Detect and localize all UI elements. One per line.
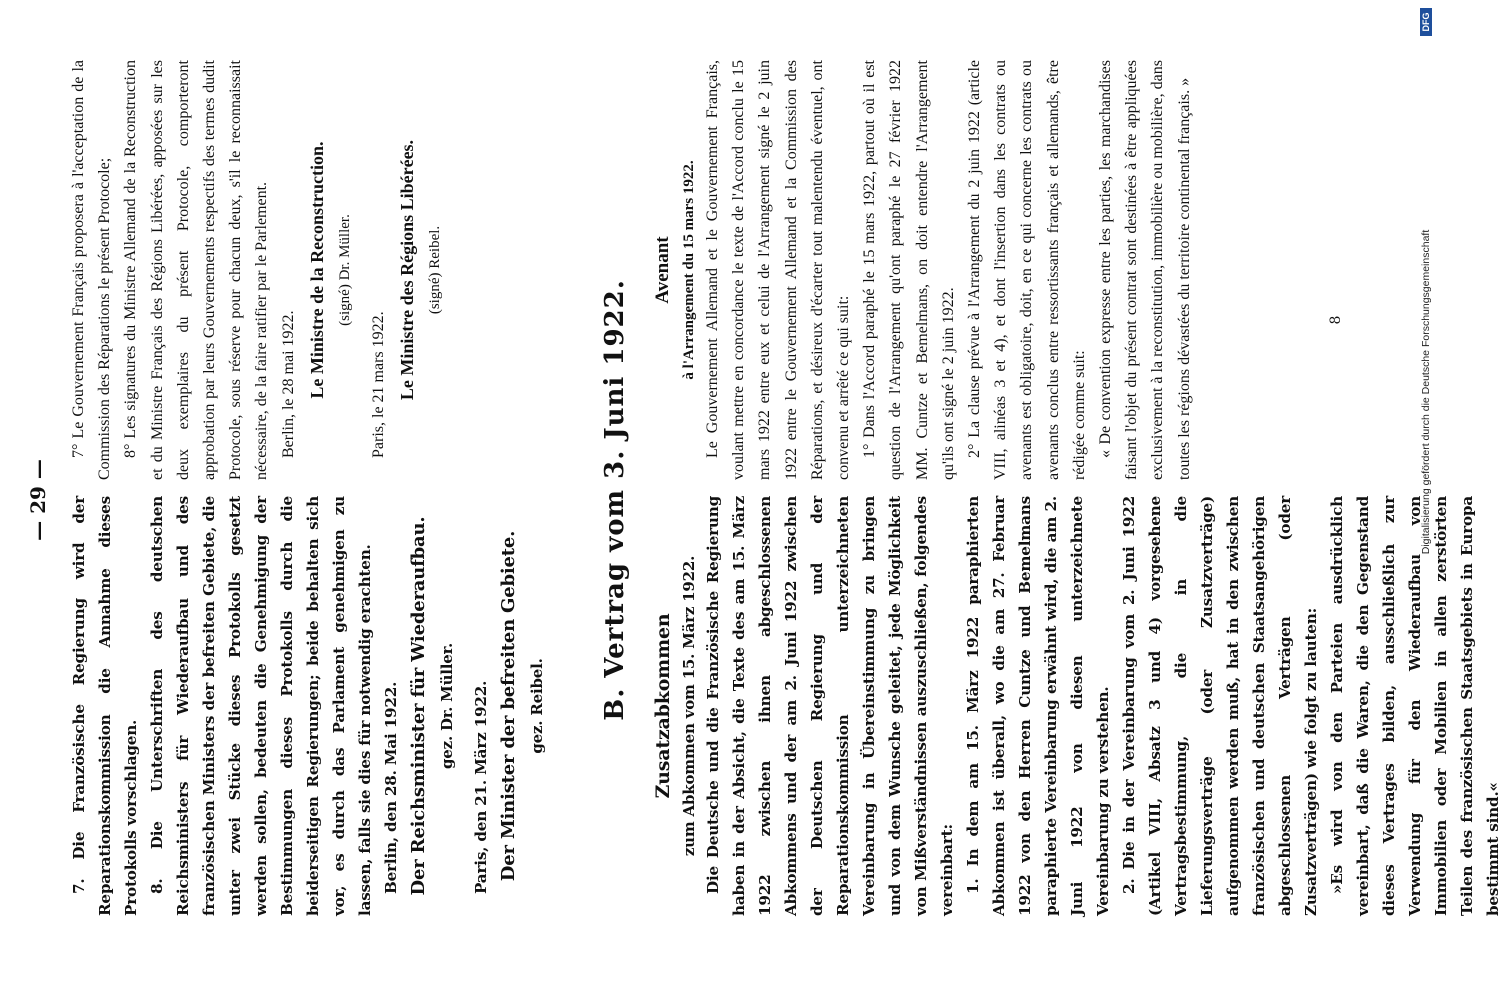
german-supplement-quote: »Es wird von den Parteien ausdrücklich vereinbart, daß die Waren, die den Gegenstand dieses Vertrages bilden, ausschließlich zur Verwendung für den Wiederaufbau von Immobilien oder Mobilien in allen zerstörten Teilen des französischen Staatsgebiets in Europa bestimmt sind.« (1328, 496, 1502, 916)
french-minister-2: Le Ministre des Régions Libérées. (397, 139, 418, 401)
french-signature-2: (signé) Reibel. (427, 225, 444, 315)
german-minister-2: Der Minister der befreiten Gebiete. (498, 530, 519, 882)
german-column-bottom (648, 496, 1506, 916)
dfg-logo-badge (1420, 8, 1432, 36)
german-signature-1: gez. Dr. Müller. (438, 643, 456, 769)
french-avenant-intro: Le Gouvernement Allemand et le Gouvernement Français, voulant mettre en concordance le texte de l'Accord conclu le 15 mars 1922 entre eux et celui de l'Arrangement signé le 2 juin 1922 entre le Gouvernement Allemand et la Commission des Réparations, et désireux d'écarter tout malentendu éventuel, ont convenu et arrêté ce qui suit: (704, 60, 853, 480)
german-supplement-title: Zusatzabkommen (652, 613, 674, 799)
german-supplement-article-2: 2. Die in der Vereinbarung vom 2. Juni 1922 (Artikel VIII, Absatz 3 und 4) vorgesehene Vertragsbestimmung, die in die Lieferungsverträge (oder Zusatzverträge) aufgenommen werden muß, hat in den zwischen französischen und deutschen Staatsangehörigen abgeschlossenen Verträgen (oder Zusatzverträgen) wie folgt zu lauten: (1120, 496, 1320, 916)
dfg-logo-text: DFG (1421, 12, 1431, 32)
german-place-date-1: Berlin, den 28. Mai 1922. (382, 681, 400, 894)
page-header: — 29 — (26, 459, 50, 541)
german-signature-2: gez. Reibel. (528, 658, 546, 754)
digitization-credit-strip (1418, 0, 1434, 1000)
french-place-date-1: Berlin, le 28 mai 1922. (279, 310, 297, 458)
french-avenant-subtitle: à l'Arrangement du 15 mars 1922. (681, 160, 697, 380)
german-supplement-intro: Die Deutsche und die Französische Regierung haben in der Absicht, die Texte des am 15. März 1922 zwischen ihnen abgeschlossenen Abkommens und der am 2. Juni 1922 zwischen der Deutschen Regierung und der Reparationskommission unterzeichneten Vereinbarung in Übereinstimmung zu bringen und von dem Wunsche geleitet, jede Möglichkeit von Mißverständnissen auszuschließen, folgendes vereinbart: (704, 496, 956, 916)
german-article-7: 7. Die Französische Regierung wird der Reparationskommission die Annahme dieses Protokolls vorschlagen. (70, 496, 140, 916)
german-place-date-2: Paris, den 21. März 1922. (472, 680, 490, 894)
french-place-date-2: Paris, le 21 mars 1922. (370, 311, 388, 458)
french-avenant-quote: « De convention expresse entre les parties, les marchandises faisant l'objet du présent contrat sont destinées à être appliquées exclusivement à la reconstitution, immobilière ou mobilière, dans toutes les régions dévastées du territoire continental français. » (1097, 60, 1193, 480)
french-column-top (66, 60, 448, 480)
digitization-credit-text: Digitalisierung gefördert durch die Deutsche Forschungsgemeinschaft (1420, 229, 1432, 555)
french-minister-1: Le Ministre de la Reconstruction. (306, 141, 327, 399)
german-supplement-subtitle: zum Abkommen vom 15. März 1922. (680, 555, 698, 857)
section-title: B. Vertrag vom 3. Juni 1922. (600, 279, 630, 721)
french-signature-1: (signé) Dr. Müller. (336, 214, 353, 326)
german-column-top (66, 496, 550, 916)
german-article-8: 8. Die Unterschriften des deutschen Reichsministers für Wiederaufbau und des französischen Ministers der befreiten Gebiete, die unter zwei Stücke dieses Protokolls gesetzt werden sollen, bedeuten die Genehmigung der Bestimmungen dieses Protokolls durch die beiderseitigen Regierungen; beide behalten sich vor, es durch das Parlament genehmigen zu lassen, falls sie dies für notwendig erachten. (148, 496, 374, 916)
french-column-bottom (648, 60, 1198, 480)
french-article-8: 8° Les signatures du Ministre Allemand de la Reconstruction et du Ministre Français des Régions Libérées, apposées sur les deux exemplaires du présent Protocole, comporteront approbation par leurs Gouvernements respectifs des termes dudit Protocole, sous réserve pour chacun deux, s'il le reconnaissait nécessaire, de la faire ratifier par le Parlement. (122, 60, 271, 480)
french-article-7: 7° Le Gouvernement Français proposera à l'acceptation de la Commission des Réparations le présent Protocole; (70, 60, 114, 480)
french-avenant-article-2: 2° La clause prévue à l'Arrangement du 2 juin 1922 (article VIII, alinéas 3 et 4), et dont l'insertion dans les contrats ou avenants est obligatoire, doit, en ce qui concerne les contrats ou avenants conclus entre ressortissants français et allemands, être rédigée comme suit: (966, 60, 1088, 480)
footer-page-number: 8 (1328, 315, 1344, 325)
french-avenant-title: Avenant (652, 236, 673, 304)
german-minister-1: Der Reichsminister für Wiederaufbau. (408, 516, 429, 896)
german-supplement-article-1: 1. In dem am 15. März 1922 paraphierten Abkommen ist überall, wo die am 27. Februar 1922 von den Herren Cuntze und Bemelmans paraphierte Vereinbarung erwähnt wird, die am 2. Juni 1922 von diesen unterzeichnete Vereinbarung zu verstehen. (964, 496, 1112, 916)
french-avenant-article-1: 1° Dans l'Accord paraphé le 15 mars 1922, partout où il est question de l'Arrangement qu'ont paraphé le 27 février 1922 MM. Cuntze et Bemelmans, on doit entendre l'Arrangement qu'ils ont signé le 2 juin 1922. (861, 60, 957, 480)
